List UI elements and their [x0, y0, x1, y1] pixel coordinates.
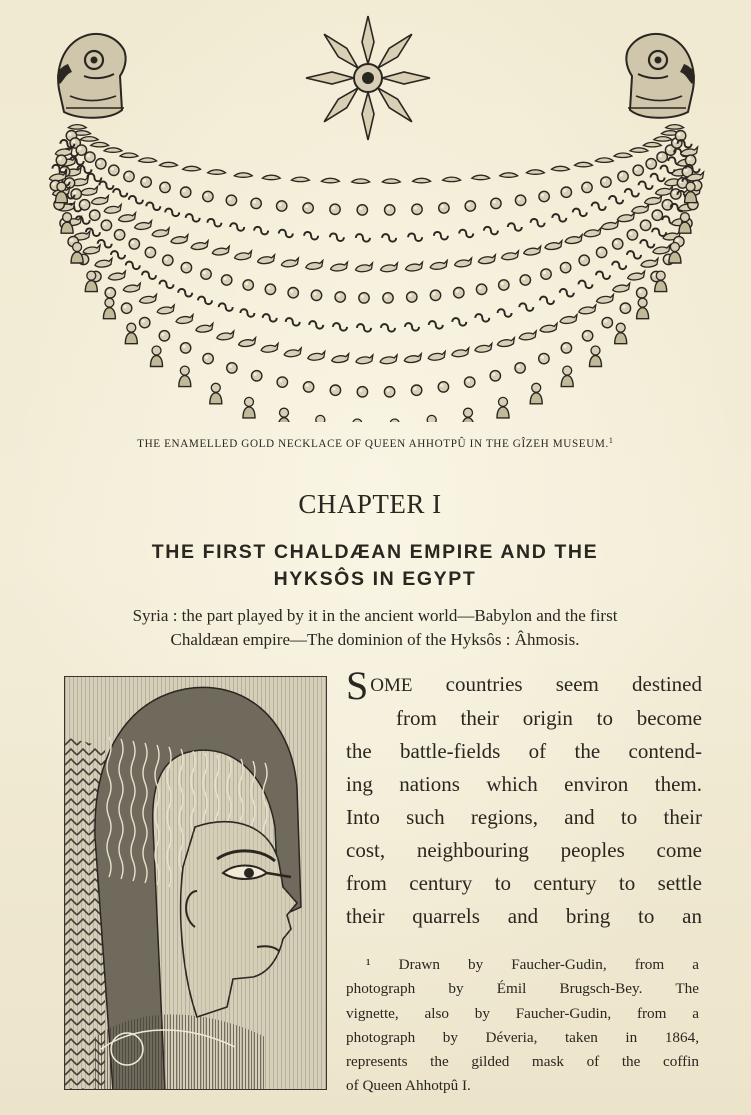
chapter-summary-line: Syria : the part played by it in the ancient world—Babylon and the first — [132, 606, 618, 625]
body-line: countries seem destined — [412, 672, 702, 696]
mask-illustration — [64, 676, 327, 1090]
figure-caption — [30, 436, 720, 450]
chapter-title-line: HYKSÔS IN EGYPT — [273, 568, 477, 590]
body-text — [346, 663, 702, 933]
caption-footnote-mark: 1 — [608, 436, 613, 445]
footnote — [346, 953, 699, 1099]
first-word-rest: OME — [370, 675, 413, 696]
star-pendant — [306, 16, 430, 140]
footnote-line: of Queen Ahhotpû I. — [346, 1077, 471, 1095]
right-falcon-head-clasp — [626, 34, 694, 118]
footnote-line: vignette, also by Faucher-Gudin, from a — [346, 1004, 699, 1022]
body-line: the battle-fields of the contend- — [346, 739, 702, 763]
chapter-title — [100, 539, 650, 593]
body-line: their quarrels and bring to an — [346, 904, 702, 928]
footnote-line: represents the gilded mask of the coffin — [346, 1053, 699, 1071]
dropcap: S — [346, 663, 369, 708]
body-line: ing nations which environ them. — [346, 772, 702, 796]
body-line-first — [346, 663, 702, 708]
body-line: from their origin to become — [396, 706, 702, 730]
caption-text: THE ENAMELLED GOLD NECKLACE OF QUEEN AHHOTPÛ IN THE GÎZEH MUSEUM. — [137, 438, 609, 450]
chapter-summary-line: Chaldæan empire—The dominion of the Hyksôs : Âhmosis. — [170, 630, 580, 649]
necklace-illustration — [22, 2, 730, 422]
footnote-line: photograph by Déveria, taken in 1864, — [346, 1028, 699, 1046]
body-line: cost, neighbouring peoples come — [346, 838, 702, 862]
chapter-summary — [50, 604, 700, 652]
chapter-title-line: THE FIRST CHALDÆAN EMPIRE AND THE — [151, 541, 599, 563]
chapter-label: CHAPTER I — [298, 489, 442, 519]
footnote-line: photograph by Émil Brugsch-Bey. The — [346, 980, 699, 998]
footnote-line: ¹ Drawn by Faucher-Gudin, from a — [366, 956, 699, 973]
left-falcon-head-clasp — [57, 34, 125, 118]
body-line: Into such regions, and to their — [346, 805, 702, 829]
body-line: from century to century to settle — [346, 871, 702, 895]
necklace-beads — [49, 125, 703, 422]
